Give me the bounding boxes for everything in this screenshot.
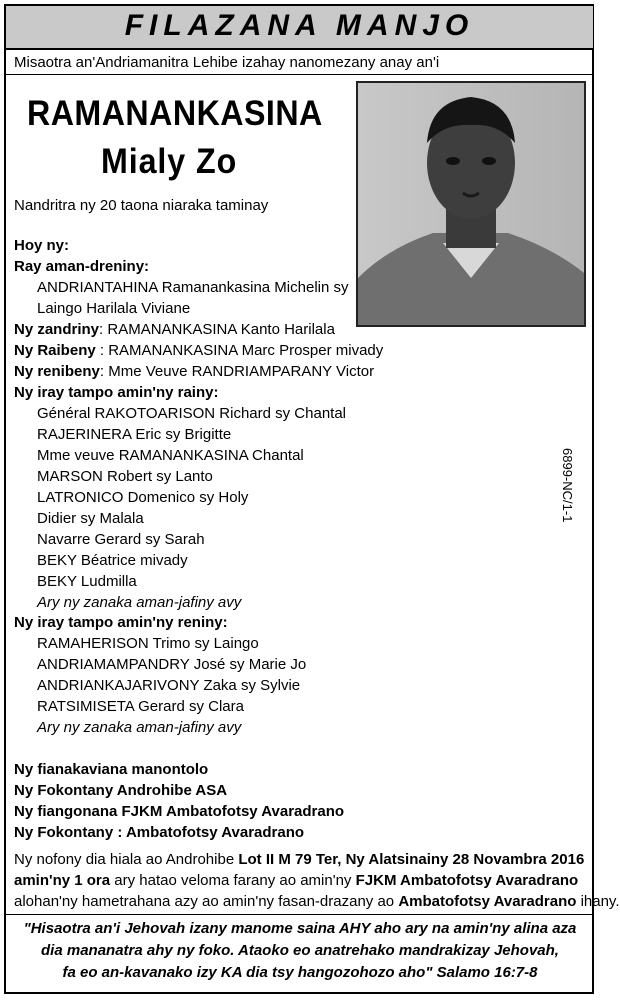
funeral-text-1b: Lot II M 79 Ter, Ny Alatsinainy 28 Novambra 2016 <box>238 851 585 868</box>
father-side-item: Mme veuve RAMANANKASINA Chantal <box>37 447 304 464</box>
community-item: Ny fianakaviana manontolo <box>14 761 209 778</box>
father-side-item: Didier sy Malala <box>37 510 144 527</box>
hoy-ny-heading: Hoy ny: <box>14 237 70 254</box>
father-side-children: Ary ny zanaka aman-jafiny avy <box>37 594 242 611</box>
parents-heading: Ray aman-dreniny: <box>14 258 150 275</box>
funeral-text-1a: Ny nofony dia hiala ao Androhibe <box>14 851 239 868</box>
age-line: Nandritra ny 20 taona niaraka taminay <box>14 197 269 214</box>
mother-side-item: ANDRIANKAJARIVONY Zaka sy Sylvie <box>37 677 301 694</box>
father-side-item: BEKY Béatrice mivady <box>37 552 188 569</box>
funeral-text-3c: ihany. <box>576 893 620 910</box>
father-side-item: Navarre Gerard sy Sarah <box>37 531 205 548</box>
deceased-surname: RAMANANKASINA <box>27 94 323 133</box>
sibling-label: Ny zandriny <box>14 321 100 338</box>
father-side-item: LATRONICO Domenico sy Holy <box>37 489 249 506</box>
parents-line-1: ANDRIANTAHINA Ramanankasina Michelin sy <box>37 279 349 296</box>
funeral-text-2a: amin'ny 1 ora <box>14 872 111 889</box>
grandfather-label: Ny Raibeny <box>14 342 96 359</box>
community-item: Ny fiangonana FJKM Ambatofotsy Avaradrano <box>14 803 345 820</box>
father-side-label: Ny iray tampo amin'ny rainy <box>14 384 214 401</box>
notice-title: FILAZANA MANJO <box>124 9 475 42</box>
funeral-line-2 <box>14 872 578 889</box>
funeral-text-3a: alohan'ny hametrahana azy ao amin'ny fasan-drazany ao <box>14 893 399 910</box>
mother-side-label: Ny iray tampo amin'ny reniny <box>14 614 223 631</box>
community-item: Ny Fokontany Androhibe ASA <box>14 782 228 799</box>
father-side-item: MARSON Robert sy Lanto <box>37 468 213 485</box>
father-side-item: Général RAKOTOARISON Richard sy Chantal <box>37 405 347 422</box>
reference-code: 6899-NC/1-1 <box>560 448 575 523</box>
portrait-photo <box>356 81 586 327</box>
quote-line-2: dia mananatra ahy ny foko. Ataoko eo anatrehako mandrakizay Jehovah, <box>41 942 559 959</box>
funeral-text-2b: ary hatao veloma farany ao amin'ny <box>110 872 356 889</box>
father-side-heading: Ny iray tampo amin'ny rainy: <box>14 384 219 401</box>
thanks-line: Misaotra an'Andriamanitra Lehibe izahay nanomezany anay an'i <box>14 54 440 71</box>
parents-line-2: Laingo Harilala Viviane <box>37 300 191 317</box>
separator-top <box>6 74 593 75</box>
funeral-line-3 <box>14 893 620 910</box>
separator-bottom <box>6 914 593 915</box>
community-item: Ny Fokontany : Ambatofotsy Avaradrano <box>14 824 305 841</box>
sibling-value: : RAMANANKASINA Kanto Harilala <box>99 321 335 338</box>
grandmother-value: : Mme Veuve RANDRIAMPARANY Victor <box>99 363 375 380</box>
grandfather-line <box>14 342 383 359</box>
father-side-item: RAJERINERA Eric sy Brigitte <box>37 426 232 443</box>
father-side-item: BEKY Ludmilla <box>37 573 137 590</box>
grandfather-value: : RAMANANKASINA Marc Prosper mivady <box>95 342 384 359</box>
mother-side-heading: Ny iray tampo amin'ny reniny: <box>14 614 228 631</box>
hoy-ny-text: Hoy ny <box>14 237 65 254</box>
sibling-line <box>14 321 335 338</box>
mother-side-children: Ary ny zanaka aman-jafiny avy <box>37 719 242 736</box>
funeral-text-2c: FJKM Ambatofotsy Avaradrano <box>355 872 579 889</box>
deceased-given-name: Mialy Zo <box>101 142 238 181</box>
notice-header <box>6 6 593 50</box>
grandmother-line <box>14 363 374 380</box>
mother-side-item: RAMAHERISON Trimo sy Laingo <box>37 635 259 652</box>
funeral-line-1 <box>14 851 584 868</box>
mother-side-item: RATSIMISETA Gerard sy Clara <box>37 698 244 715</box>
grandmother-label: Ny renibeny <box>14 363 100 380</box>
mother-side-item: ANDRIAMAMPANDRY José sy Marie Jo <box>37 656 307 673</box>
quote-line-3: fa eo an-kavanako izy KA dia tsy hangozohozo aho" Salamo 16:7-8 <box>62 964 538 981</box>
parents-label: Ray aman-dreniny <box>14 258 145 275</box>
quote-line-1: "Hisaotra an'i Jehovah izany manome saina AHY aho ary na amin'ny alina aza <box>23 920 577 937</box>
funeral-text-3b: Ambatofotsy Avaradrano <box>398 893 577 910</box>
